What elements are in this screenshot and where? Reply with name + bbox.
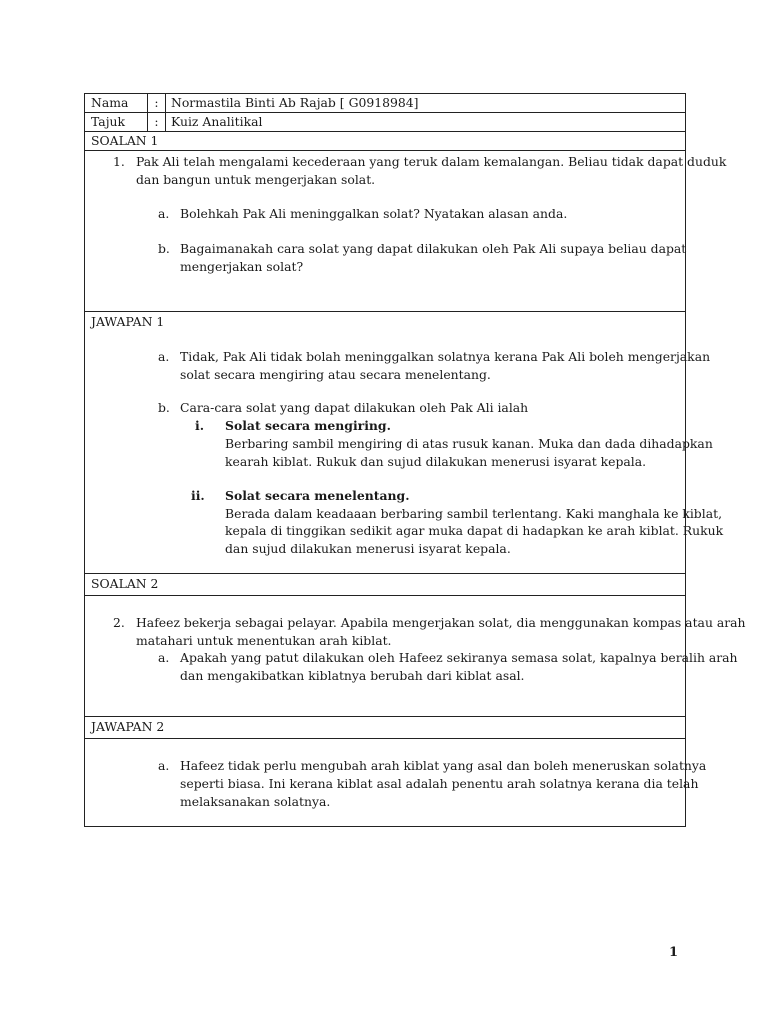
nama-label: Nama [85, 94, 148, 112]
jawapan1-ii-line1: Berada dalam keadaaan berbaring sambil terlentang. Kaki manghala ke kiblat, [225, 506, 723, 521]
jawapan2-a-line1: Hafeez tidak perlu mengubah arah kiblat yang asal dan boleh meneruskan solatnya [180, 758, 707, 773]
jawapan1-a-line2: solat secara mengiring atau secara menelentang. [180, 367, 491, 382]
jawapan1-ii-title: Solat secara menelentang. [225, 488, 410, 503]
soalan1-heading: SOALAN 1 [85, 132, 685, 151]
soalan1-a-marker: a. [158, 206, 170, 221]
soalan2-line1: Hafeez bekerja sebagai pelayar. Apabila mengerjakan solat, dia menggunakan kompas atau arah [136, 615, 746, 630]
soalan2-a-line1: Apakah yang patut dilakukan oleh Hafeez sekiranya semasa solat, kapalnya beralih arah [180, 650, 738, 665]
jawapan1-i-line1: Berbaring sambil mengiring di atas rusuk kanan. Muka dan dada dihadapkan [225, 436, 713, 451]
jawapan1-body [85, 312, 724, 574]
soalan2-body [85, 596, 746, 717]
nama-value: Normastila Binti Ab Rajab [ G0918984] [171, 95, 419, 110]
soalan1-b-marker: b. [158, 241, 170, 256]
soalan1-b-line2: mengerjakan solat? [180, 259, 304, 274]
soalan1-text-line2: dan bangun untuk mengerjakan solat. [136, 172, 376, 187]
jawapan1-heading: JAWAPAN 1 [91, 314, 165, 329]
jawapan1-i-marker: i. [195, 418, 205, 433]
soalan1-number: 1. [113, 154, 125, 169]
jawapan2-heading: JAWAPAN 2 [85, 717, 685, 739]
jawapan1-b-marker: b. [158, 400, 170, 415]
soalan1-a-text: Bolehkah Pak Ali meninggalkan solat? Nyatakan alasan anda. [180, 206, 568, 221]
jawapan1-a-line1: Tidak, Pak Ali tidak bolah meninggalkan solatnya kerana Pak Ali boleh mengerjakan [180, 349, 711, 364]
jawapan1-i-line2: kearah kiblat. Rukuk dan sujud dilakukan menerusi isyarat kepala. [225, 454, 647, 469]
tajuk-value: Kuiz Analitikal [171, 114, 263, 129]
page-number: 1 [669, 945, 679, 960]
jawapan1-a-marker: a. [158, 349, 170, 364]
tajuk-row [85, 113, 685, 132]
jawapan2-a-marker: a. [158, 758, 170, 773]
tajuk-label: Tajuk [85, 113, 148, 131]
soalan2-number: 2. [113, 615, 125, 630]
soalan2-heading: SOALAN 2 [85, 574, 685, 596]
soalan1-text-line1: Pak Ali telah mengalami kecederaan yang teruk dalam kemalangan. Beliau tidak dapat duduk [136, 154, 727, 169]
jawapan1-i-title: Solat secara mengiring. [225, 418, 391, 433]
soalan1-body [85, 151, 727, 312]
jawapan1-b-text: Cara-cara solat yang dapat dilakukan oleh Pak Ali ialah [180, 400, 529, 415]
jawapan1-ii-marker: ii. [191, 488, 205, 503]
soalan2-line2: matahari untuk menentukan arah kiblat. [136, 633, 392, 648]
document-table [84, 93, 746, 827]
jawapan2-a-line2: seperti biasa. Ini kerana kiblat asal adalah penentu arah solatnya kerana dia telah [180, 776, 699, 791]
nama-separator: : [148, 94, 166, 112]
jawapan1-ii-line3: dan sujud dilakukan menerusi isyarat kepala. [225, 541, 511, 556]
tajuk-separator: : [148, 113, 166, 131]
soalan1-b-line1: Bagaimanakah cara solat yang dapat dilakukan oleh Pak Ali supaya beliau dapat [180, 241, 687, 256]
soalan2-a-marker: a. [158, 650, 170, 665]
jawapan2-a-line3: melaksanakan solatnya. [180, 794, 331, 809]
soalan2-a-line2: dan mengakibatkan kiblatnya berubah dari kiblat asal. [180, 668, 525, 683]
jawapan2-body [85, 739, 707, 826]
jawapan1-ii-line2: kepala di tinggikan sedikit agar muka dapat di hadapkan ke arah kiblat. Rukuk [225, 523, 724, 538]
nama-row [85, 94, 685, 113]
